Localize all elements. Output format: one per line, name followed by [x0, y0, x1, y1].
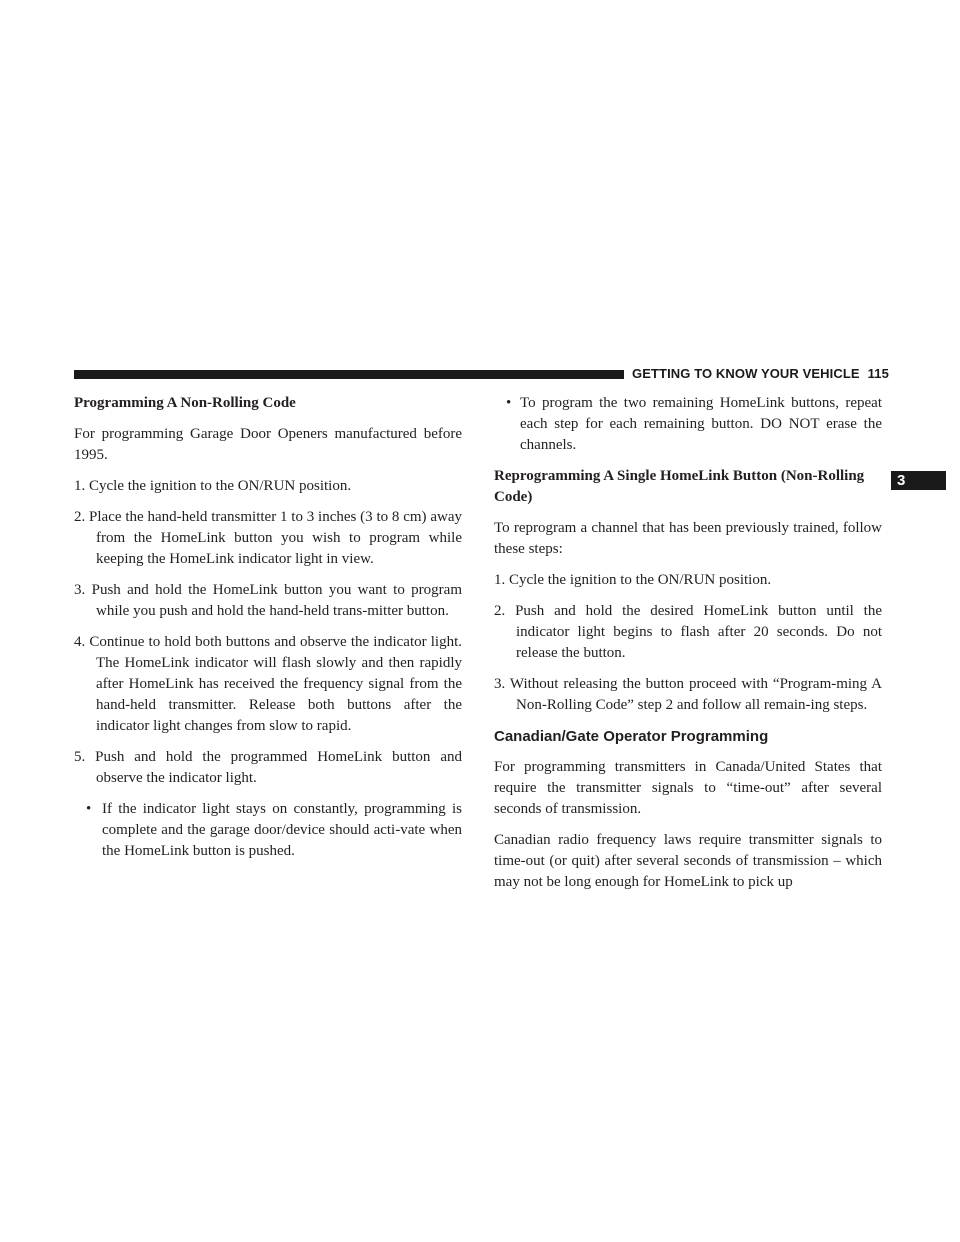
left-column: [74, 393, 462, 872]
bullet-item: [494, 393, 882, 456]
bullet-icon: •: [86, 801, 92, 817]
paragraph: For programming transmitters in Canada/United States that require the transmitter signals to “time-out” after several seconds of transmission.: [494, 759, 882, 817]
section-heading-non-rolling: Programming A Non-Rolling Code: [74, 395, 296, 411]
right-column: [494, 393, 882, 903]
bullet-icon: •: [506, 395, 512, 411]
step-1: 1. Cycle the ignition to the ON/RUN position.: [494, 572, 772, 588]
chapter-tab: 3: [891, 471, 946, 490]
step-2: 2. Place the hand-held transmitter 1 to 3 inches (3 to 8 cm) away from the HomeLink button you wish to program while keeping the HomeLink indicator light in view.: [74, 509, 462, 567]
paragraph: Canadian radio frequency laws require transmitter signals to time-out (or quit) after several seconds of transmission – which may not be long enough for HomeLink to pick up: [494, 832, 882, 890]
page-number: 115: [867, 366, 889, 381]
bullet-item: [74, 799, 462, 862]
header-title: GETTING TO KNOW YOUR VEHICLE: [632, 366, 860, 381]
intro-paragraph: For programming Garage Door Openers manufactured before 1995.: [74, 426, 462, 463]
step-4: 4. Continue to hold both buttons and observe the indicator light. The HomeLink indicator will flash slowly and then rapidly after HomeLink has received the frequency signal from the hand-held transmitter. Release both buttons after the indicator light changes from slow to rapid.: [74, 634, 462, 734]
step-3: 3. Without releasing the button proceed with “Program-ming A Non-Rolling Code” step 2 and follow all remain-ing steps.: [494, 676, 882, 713]
section-heading-canadian: Canadian/Gate Operator Programming: [494, 728, 769, 745]
step-2: 2. Push and hold the desired HomeLink button until the indicator light begins to flash after 20 seconds. Do not release the button.: [494, 603, 882, 661]
intro-paragraph: To reprogram a channel that has been previously trained, follow these steps:: [494, 520, 882, 557]
header-rule: [74, 370, 624, 379]
bullet-text: If the indicator light stays on constantly, programming is complete and the garage door/device should acti-vate when the HomeLink button is pushed.: [102, 801, 462, 859]
step-3: 3. Push and hold the HomeLink button you want to program while you push and hold the hand-held trans-mitter button.: [74, 582, 462, 619]
step-5: 5. Push and hold the programmed HomeLink button and observe the indicator light.: [74, 749, 462, 786]
step-1: 1. Cycle the ignition to the ON/RUN position.: [74, 478, 352, 494]
bullet-text: To program the two remaining HomeLink buttons, repeat each step for each remaining button. DO NOT erase the channels.: [520, 395, 882, 453]
running-header: [632, 366, 889, 381]
section-heading-reprogramming: Reprogramming A Single HomeLink Button (Non-Rolling Code): [494, 468, 865, 505]
